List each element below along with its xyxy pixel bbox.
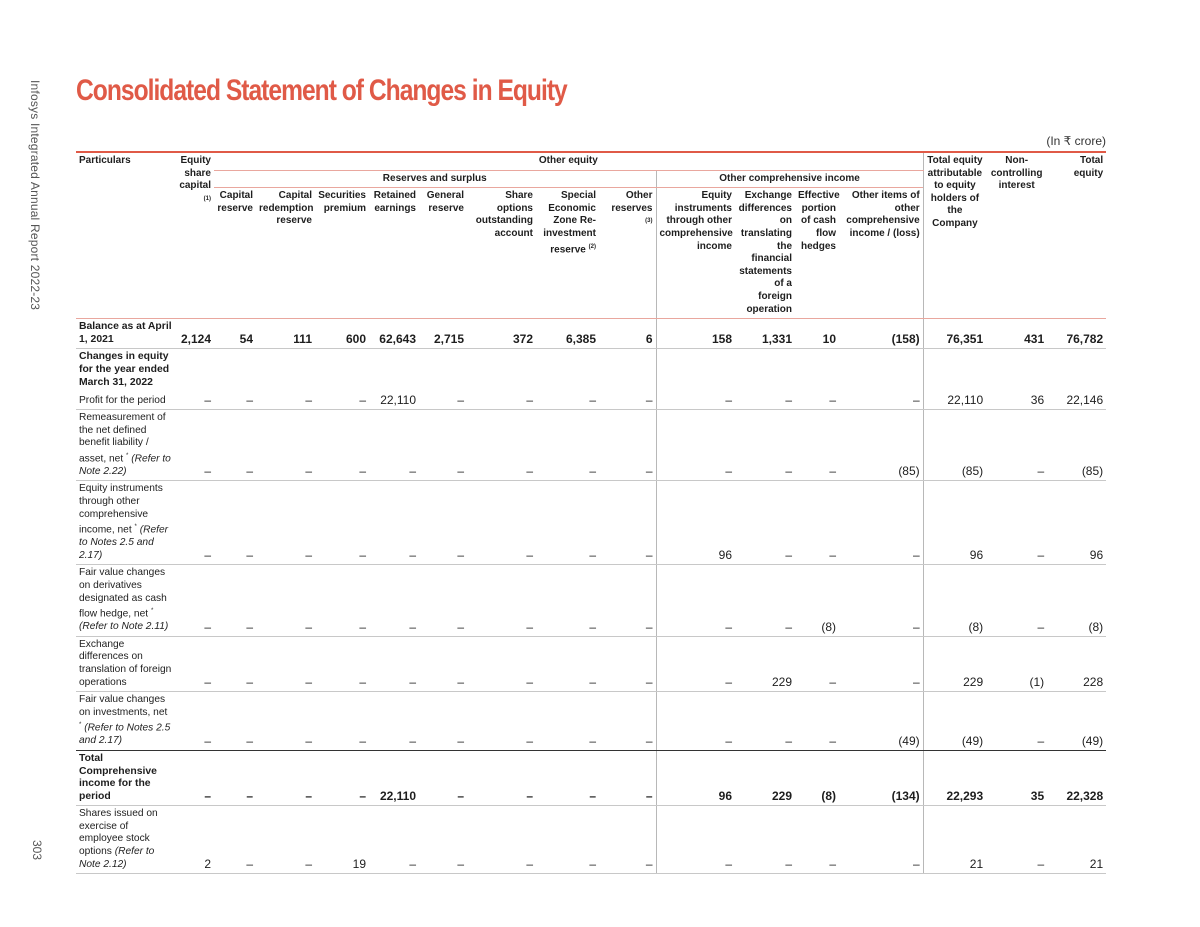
cell-value: – <box>369 410 419 481</box>
cell-value <box>795 349 839 391</box>
cell-value: 19 <box>315 806 369 874</box>
cell-value: – <box>369 481 419 565</box>
cell-value: (49) <box>1047 692 1106 751</box>
cell-value: 372 <box>467 319 536 349</box>
cell-value: 76,351 <box>923 319 986 349</box>
header-effective-hedges: Effective portion of cash flow hedges <box>798 190 840 252</box>
cell-value: – <box>795 410 839 481</box>
cell-value: – <box>536 692 599 751</box>
header-equity-instruments-oci: Equity instruments through other comprehensive income <box>656 188 735 318</box>
cell-value: – <box>599 391 656 410</box>
cell-value: – <box>175 565 214 636</box>
cell-value: 21 <box>923 806 986 874</box>
cell-value: – <box>419 565 467 636</box>
cell-value: 10 <box>795 319 839 349</box>
cell-value: 6 <box>599 319 656 349</box>
cell-value <box>214 349 256 391</box>
cell-value: – <box>656 806 735 874</box>
cell-value: 96 <box>1047 481 1106 565</box>
cell-value: – <box>419 410 467 481</box>
cell-value: – <box>536 481 599 565</box>
cell-value: – <box>214 636 256 691</box>
cell-value: – <box>175 692 214 751</box>
cell-value <box>256 349 315 391</box>
cell-value: 22,110 <box>369 391 419 410</box>
cell-value: (134) <box>839 750 923 805</box>
report-name-vertical: Infosys Integrated Annual Report 2022-23 <box>28 80 42 311</box>
cell-value: – <box>214 410 256 481</box>
cell-value <box>369 349 419 391</box>
cell-value: 1,331 <box>735 319 795 349</box>
header-other-comprehensive-income: Other comprehensive income <box>656 170 923 188</box>
cell-value: – <box>839 636 923 691</box>
cell-value: – <box>175 391 214 410</box>
row-label: Fair value changes on derivatives designated as cash flow hedge, net * (Refer to Note 2.11) <box>76 565 175 636</box>
header-capital-reserve: Capital reserve <box>217 190 253 214</box>
cell-value: – <box>315 692 369 751</box>
cell-value <box>599 349 656 391</box>
cell-value: – <box>214 692 256 751</box>
row-label: Equity instruments through other comprehensive income, net * (Refer to Notes 2.5 and 2.17) <box>76 481 175 565</box>
cell-value: – <box>986 565 1047 636</box>
cell-value: – <box>839 565 923 636</box>
cell-value: 228 <box>1047 636 1106 691</box>
cell-value: – <box>795 806 839 874</box>
cell-value: – <box>656 636 735 691</box>
cell-value: – <box>419 391 467 410</box>
cell-value: 2 <box>175 806 214 874</box>
header-total-attributable: Total equity attributable to equity holders of the Company <box>923 152 986 318</box>
cell-value: – <box>369 806 419 874</box>
table-row <box>76 481 1106 565</box>
cell-value: 62,643 <box>369 319 419 349</box>
cell-value: – <box>256 565 315 636</box>
cell-value: – <box>536 750 599 805</box>
cell-value: – <box>214 391 256 410</box>
cell-value: – <box>467 636 536 691</box>
cell-value: – <box>256 692 315 751</box>
header-securities-premium: Securities premium <box>318 190 366 214</box>
cell-value <box>656 349 735 391</box>
table-row <box>76 806 1106 874</box>
cell-value: – <box>839 481 923 565</box>
cell-value: – <box>256 806 315 874</box>
cell-value: 22,146 <box>1047 391 1106 410</box>
cell-value: (49) <box>839 692 923 751</box>
cell-value: (8) <box>795 565 839 636</box>
header-total-equity: Total equity <box>1047 152 1106 318</box>
cell-value: – <box>656 692 735 751</box>
cell-value: – <box>839 391 923 410</box>
cell-value: – <box>175 636 214 691</box>
cell-value: – <box>256 391 315 410</box>
table-row <box>76 565 1106 636</box>
row-label: Remeasurement of the net defined benefit liability / asset, net * (Refer to Note 2.22) <box>76 410 175 481</box>
cell-value: – <box>599 692 656 751</box>
table-row <box>76 391 1106 410</box>
cell-value: 22,110 <box>923 391 986 410</box>
cell-value: 96 <box>656 750 735 805</box>
cell-value: (158) <box>839 319 923 349</box>
cell-value: (8) <box>795 750 839 805</box>
cell-value: 96 <box>656 481 735 565</box>
cell-value: – <box>315 636 369 691</box>
cell-value: – <box>369 692 419 751</box>
cell-value: – <box>986 806 1047 874</box>
cell-value: 22,328 <box>1047 750 1106 805</box>
cell-value: – <box>256 410 315 481</box>
row-label: Profit for the period <box>76 391 175 410</box>
cell-value: – <box>467 750 536 805</box>
row-label: Fair value changes on investments, net * (Refer to Notes 2.5 and 2.17) <box>76 692 175 751</box>
page-title: Consolidated Statement of Changes in Equity <box>76 74 567 107</box>
header-capital-redemption-reserve: Capital redemption reserve <box>259 190 314 227</box>
cell-value: – <box>419 481 467 565</box>
cell-value: – <box>986 481 1047 565</box>
cell-value <box>315 349 369 391</box>
cell-value: – <box>536 636 599 691</box>
header-general-reserve: General reserve <box>426 190 464 214</box>
cell-value: – <box>256 636 315 691</box>
header-reserves-and-surplus: Reserves and surplus <box>214 170 656 188</box>
cell-value: – <box>467 565 536 636</box>
cell-value: 22,293 <box>923 750 986 805</box>
cell-value: – <box>419 806 467 874</box>
cell-value: – <box>599 565 656 636</box>
cell-value: – <box>369 565 419 636</box>
cell-value: – <box>735 410 795 481</box>
cell-value: 35 <box>986 750 1047 805</box>
cell-value: – <box>256 481 315 565</box>
cell-value: – <box>214 481 256 565</box>
row-label: Total Comprehensive income for the period <box>76 750 175 805</box>
cell-value: – <box>467 806 536 874</box>
table-row <box>76 410 1106 481</box>
cell-value: – <box>315 481 369 565</box>
cell-value: – <box>369 636 419 691</box>
cell-value: – <box>467 410 536 481</box>
cell-value: – <box>735 391 795 410</box>
cell-value: – <box>599 806 656 874</box>
table-body <box>76 319 1106 874</box>
cell-value: 229 <box>735 636 795 691</box>
cell-value: (1) <box>986 636 1047 691</box>
cell-value: (85) <box>1047 410 1106 481</box>
header-share-options: Share options outstanding account <box>475 190 533 239</box>
cell-value: 22,110 <box>369 750 419 805</box>
cell-value: 76,782 <box>1047 319 1106 349</box>
cell-value: – <box>419 750 467 805</box>
row-label: Balance as at April 1, 2021 <box>76 319 175 349</box>
cell-value: – <box>315 565 369 636</box>
cell-value: (8) <box>923 565 986 636</box>
cell-value: – <box>419 636 467 691</box>
cell-value <box>986 349 1047 391</box>
cell-value: – <box>599 410 656 481</box>
cell-value: – <box>656 391 735 410</box>
cell-value: – <box>735 565 795 636</box>
cell-value: – <box>214 806 256 874</box>
table-row <box>76 750 1106 805</box>
cell-value: 111 <box>256 319 315 349</box>
cell-value <box>839 349 923 391</box>
table-row <box>76 319 1106 349</box>
cell-value: (85) <box>839 410 923 481</box>
cell-value: – <box>175 750 214 805</box>
cell-value: – <box>467 481 536 565</box>
cell-value: – <box>735 692 795 751</box>
cell-value: – <box>599 481 656 565</box>
cell-value: – <box>536 806 599 874</box>
cell-value: – <box>839 806 923 874</box>
currency-unit: (In ₹ crore) <box>1046 134 1106 148</box>
header-other-equity: Other equity <box>214 152 923 170</box>
cell-value <box>467 349 536 391</box>
cell-value: 2,715 <box>419 319 467 349</box>
cell-value: – <box>315 750 369 805</box>
cell-value <box>536 349 599 391</box>
row-label: Exchange differences on translation of foreign operations <box>76 636 175 691</box>
cell-value: – <box>419 692 467 751</box>
header-non-controlling: Non-controlling interest <box>986 152 1047 318</box>
changes-in-equity-table <box>76 151 1106 874</box>
header-equity-share-capital: Equity share capital $^{(1)}$ <box>175 152 214 318</box>
cell-value <box>175 349 214 391</box>
cell-value: – <box>256 750 315 805</box>
table-row <box>76 349 1106 391</box>
header-other-items-oci: Other items of other comprehensive income / (loss) <box>846 190 920 239</box>
header-retained-earnings: Retained earnings <box>373 190 416 214</box>
cell-value <box>735 349 795 391</box>
cell-value: (85) <box>923 410 986 481</box>
cell-value: – <box>795 636 839 691</box>
row-label: Shares issued on exercise of employee stock options (Refer to Note 2.12) <box>76 806 175 874</box>
cell-value: 2,124 <box>175 319 214 349</box>
cell-value: 229 <box>735 750 795 805</box>
cell-value: – <box>795 391 839 410</box>
table-row <box>76 636 1106 691</box>
cell-value <box>419 349 467 391</box>
header-exchange-differences: Exchange differences on translating the financial statements of a foreign operation <box>738 190 792 315</box>
row-label: Changes in equity for the year ended March 31, 2022 <box>79 351 170 388</box>
table-row <box>76 692 1106 751</box>
cell-value: – <box>795 692 839 751</box>
cell-value: – <box>795 481 839 565</box>
cell-value: – <box>467 391 536 410</box>
cell-value: – <box>986 692 1047 751</box>
cell-value: 600 <box>315 319 369 349</box>
cell-value: – <box>315 391 369 410</box>
cell-value: – <box>214 565 256 636</box>
cell-value: – <box>735 481 795 565</box>
cell-value: – <box>536 565 599 636</box>
cell-value: (49) <box>923 692 986 751</box>
cell-value: – <box>175 410 214 481</box>
header-sez-reserve: Special Economic Zone Re-investment reserve $^{(2)}$ <box>543 190 596 255</box>
cell-value: – <box>315 410 369 481</box>
page-number: 303 <box>30 840 44 861</box>
cell-value: 21 <box>1047 806 1106 874</box>
cell-value: – <box>214 750 256 805</box>
cell-value: 54 <box>214 319 256 349</box>
cell-value: 6,385 <box>536 319 599 349</box>
cell-value: – <box>656 410 735 481</box>
cell-value: – <box>536 410 599 481</box>
cell-value: (8) <box>1047 565 1106 636</box>
cell-value: – <box>175 481 214 565</box>
cell-value <box>1047 349 1106 391</box>
cell-value: – <box>656 565 735 636</box>
cell-value: – <box>986 410 1047 481</box>
cell-value: – <box>599 750 656 805</box>
cell-value: – <box>467 692 536 751</box>
cell-value: – <box>735 806 795 874</box>
cell-value: 158 <box>656 319 735 349</box>
cell-value: – <box>536 391 599 410</box>
cell-value: – <box>599 636 656 691</box>
cell-value: 36 <box>986 391 1047 410</box>
header-other-reserves: Other reserves $^{(3)}$ <box>611 190 653 225</box>
header-particulars: Particulars <box>76 152 175 318</box>
cell-value <box>923 349 986 391</box>
cell-value: 431 <box>986 319 1047 349</box>
cell-value: 96 <box>923 481 986 565</box>
cell-value: 229 <box>923 636 986 691</box>
